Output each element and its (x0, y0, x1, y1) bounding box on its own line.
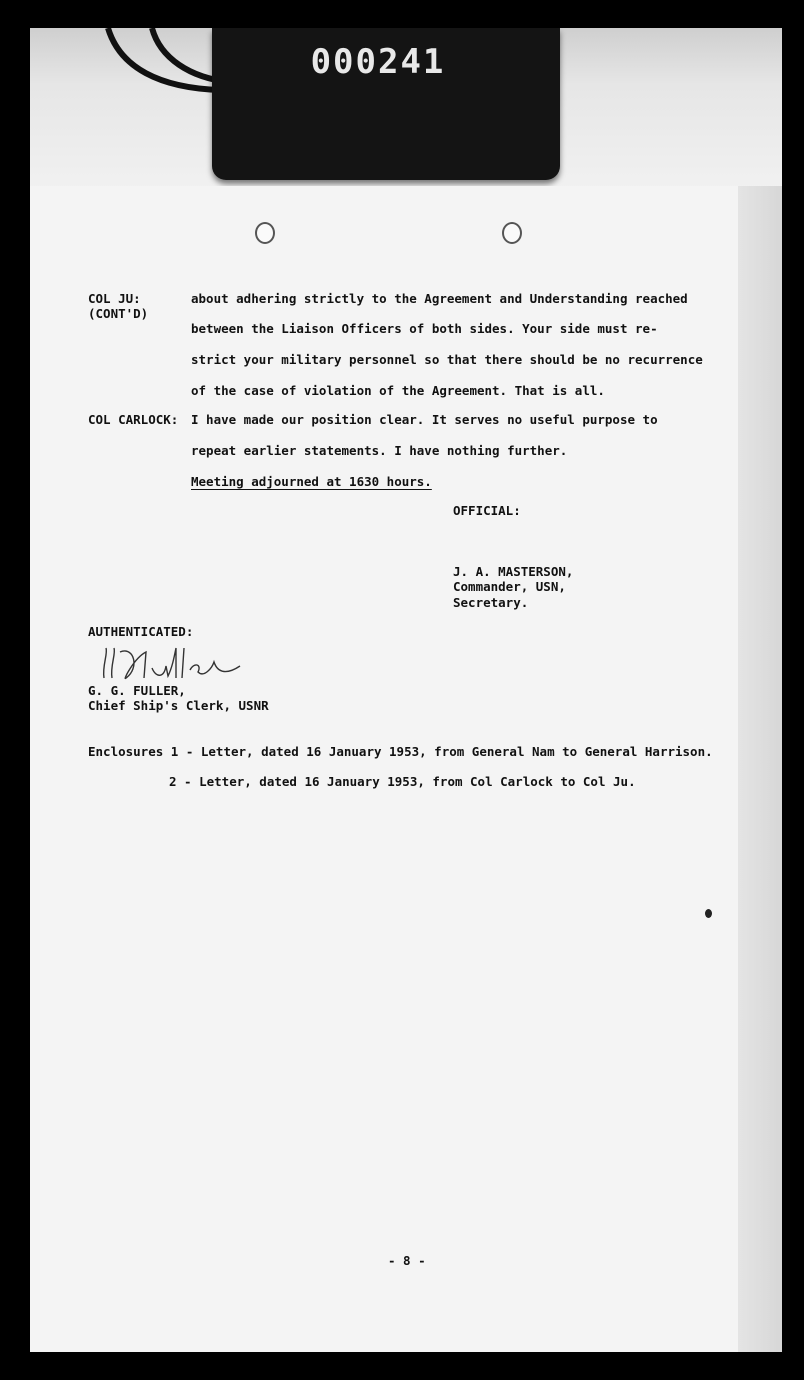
official-name: J. A. MASTERSON, (453, 564, 574, 579)
col-ju-line-2: between the Liaison Officers of both sides. Your side must re- (191, 321, 658, 336)
col-carlock-line-1: I have made our position clear. It serves no useful purpose to (191, 412, 658, 427)
col-ju-line-1: about adhering strictly to the Agreement and Understanding reached (191, 291, 688, 306)
official-title: Secretary. (453, 595, 529, 610)
official-label: OFFICIAL: (453, 503, 521, 518)
authenticator-name: G. G. FULLER, (88, 683, 186, 698)
meeting-adjourned: Meeting adjourned at 1630 hours. (191, 474, 432, 489)
punch-hole-left (255, 222, 275, 244)
col-carlock-line-2: repeat earlier statements. I have nothing further. (191, 443, 568, 458)
speaker-col-carlock: COL CARLOCK: (88, 412, 179, 427)
authenticator-title: Chief Ship's Clerk, USNR (88, 698, 269, 713)
punch-hole-right (502, 222, 522, 244)
authenticated-label: AUTHENTICATED: (88, 624, 194, 639)
enclosure-2: 2 - Letter, dated 16 January 1953, from Col Carlock to Col Ju. (169, 774, 636, 789)
handwritten-signature (94, 638, 254, 686)
ink-speck (705, 909, 712, 918)
page-number: - 8 - (388, 1253, 426, 1268)
speaker-continued: (CONT'D) (88, 306, 149, 321)
speaker-col-ju: COL JU: (88, 291, 141, 306)
official-rank: Commander, USN, (453, 579, 566, 594)
frame-counter (212, 28, 560, 180)
col-ju-line-4: of the case of violation of the Agreement. That is all. (191, 383, 605, 398)
enclosure-1: Enclosures 1 - Letter, dated 16 January 1953, from General Nam to General Harrison. (88, 744, 713, 759)
col-ju-line-3: strict your military personnel so that there should be no recurrence (191, 352, 703, 367)
page-edge (738, 186, 782, 1352)
counter-number: 000241 (310, 42, 446, 82)
